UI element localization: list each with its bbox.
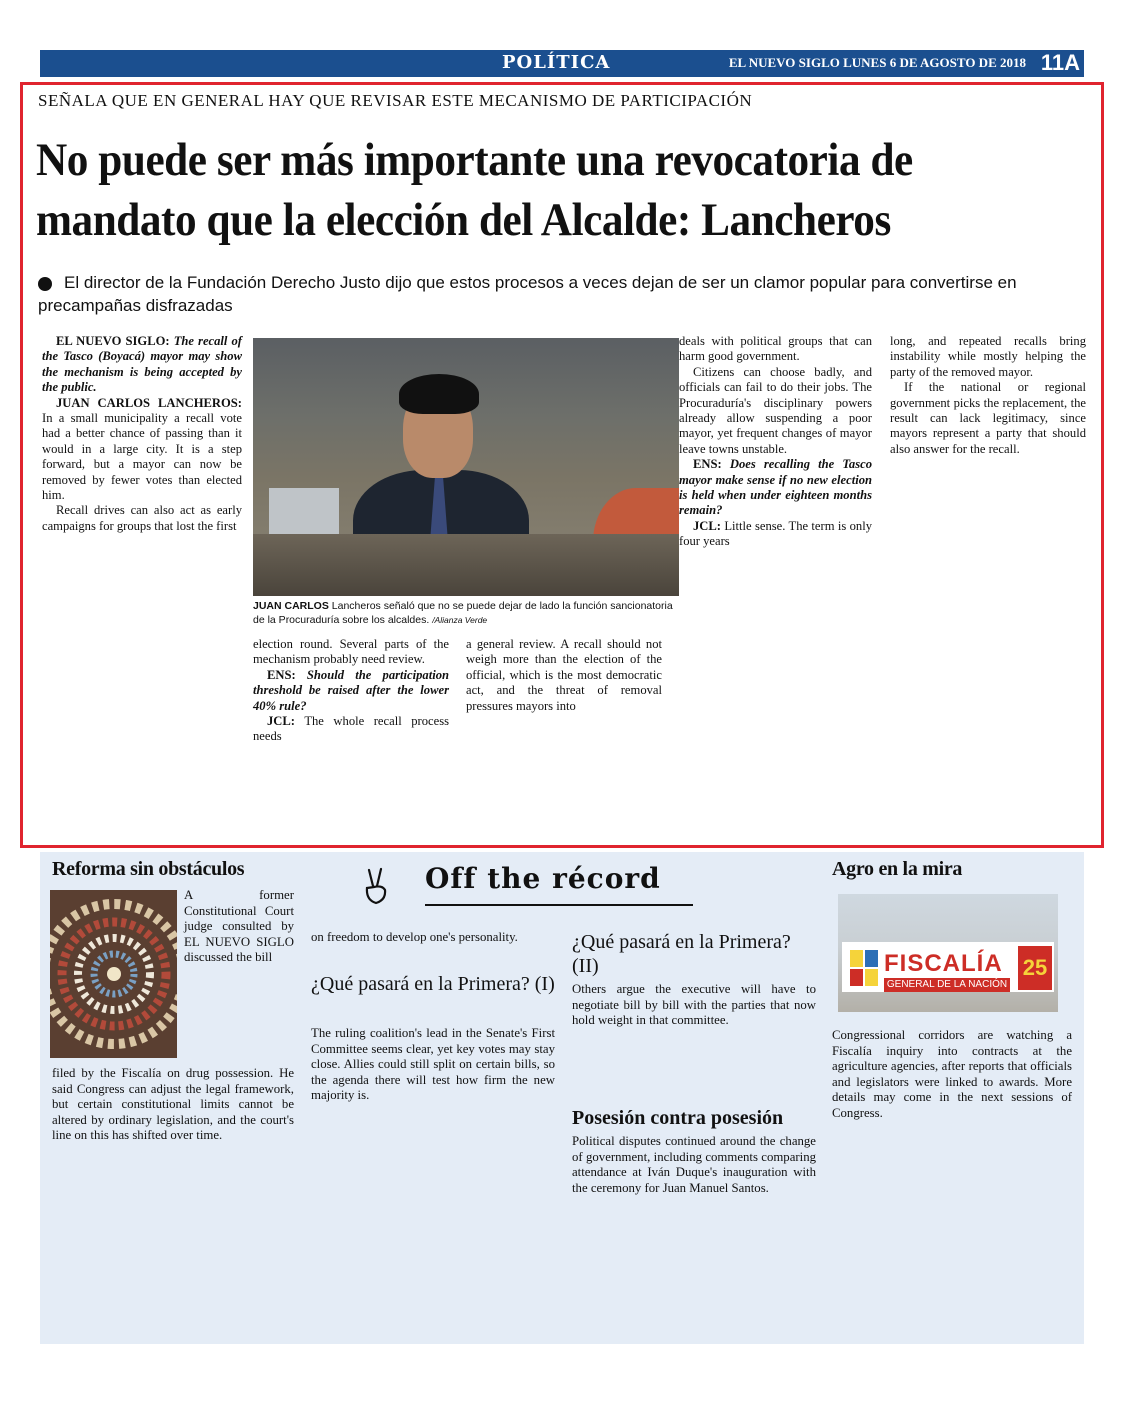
anniversary-badge: 25	[1018, 946, 1052, 990]
article-column-2	[253, 637, 449, 745]
box-title-reforma: Reforma sin obstáculos	[52, 858, 245, 880]
fiscalia-sign-subtitle: GENERAL DE LA NACIÓN	[884, 978, 1010, 992]
question-speaker: ENS:	[693, 457, 722, 472]
box-subtitle-primera-2: ¿Qué pasará en la Primera? (II)	[572, 931, 791, 977]
article-column-5	[890, 334, 1086, 457]
answer-text: The whole recall process needs	[253, 714, 449, 744]
article-column-1	[42, 334, 242, 534]
question-speaker: ENS:	[267, 667, 296, 682]
dateline: EL NUEVO SIGLO LUNES 6 DE AGOSTO DE 2018	[728, 55, 1026, 70]
question-text: The recall of the Tasco (Boyacá) mayor may show the mechanism is being accepted by the public.	[42, 334, 242, 395]
article-headline: No puede ser más importante una revocatoria de mandato que la elección del Alcalde: Lancheros	[36, 134, 913, 246]
paragraph: long, and repeated recalls bring instability while mostly helping the party of the removed mayor.	[890, 334, 1086, 379]
box-subtitle-primera-1: ¿Qué pasará en la Primera? (I)	[311, 973, 555, 995]
box-reforma-text: filed by the Fiscalía on drug possession. He said Congress can adjust the legal framework, but certain constitutional limits cannot be altered by ordinary legislation, and the court's line on this has shifted over time.	[52, 1066, 294, 1143]
article-column-3	[466, 637, 662, 714]
paragraph: If the national or regional government picks the replacement, the result can lack legitimacy, since mayors represent a party that should also answer for the recall.	[890, 380, 1086, 456]
article-kicker: SEÑALA QUE EN GENERAL HAY QUE REVISAR ESTE MECANISMO DE PARTICIPACIÓN	[38, 91, 753, 110]
fiscalia-sign-text: FISCALÍA	[884, 950, 1003, 977]
article-column-4	[679, 334, 872, 550]
page-header-bar	[40, 50, 1084, 77]
box-agro-text: Congressional corridors are watching a Fiscalía inquiry into contracts at the agriculture agencies, after reports that officials and legislators were linked to awards. More details may come in the next sessions of Congress.	[832, 1028, 1072, 1120]
paragraph: election round. Several parts of the mechanism probably need review.	[253, 637, 449, 667]
photo-caption	[253, 600, 679, 627]
caption-credit: /Alianza Verde	[432, 614, 488, 625]
off-the-record-title: Off the récord	[425, 862, 661, 895]
answer-speaker: JCL:	[693, 518, 721, 533]
box-subtitle-posesion: Posesión contra posesión	[572, 1107, 784, 1129]
paragraph: Citizens can choose badly, and officials can fail to do their jobs. The Procuraduría's disciplinary powers already allow suspending a poor mayor, yet frequent changes of mayor leave towns unstable.	[679, 364, 872, 456]
question-text: Should the participation threshold be raised after the lower 40% rule?	[253, 667, 450, 713]
column-photo	[50, 890, 177, 1058]
section-title: POLÍTICA	[502, 52, 611, 73]
question-speaker: EL NUEVO SIGLO:	[56, 334, 170, 348]
answer-speaker: JUAN CARLOS LANCHEROS:	[56, 395, 242, 410]
caption-text: Lancheros señaló que no se puede dejar de lado la función sancionatoria de la Procuraduría sobre los alcaldes.	[253, 600, 673, 626]
answer-text: Little sense. The term is only four years	[679, 518, 872, 549]
victory-hand-icon	[360, 866, 392, 906]
question-text: Does recalling the Tasco mayor make sense if no new election is held when under eighteen months remain?	[679, 457, 873, 518]
box-title-agro: Agro en la mira	[832, 858, 963, 880]
pills-image	[50, 890, 177, 1058]
hair-shape	[399, 374, 479, 414]
article-photo	[253, 338, 679, 596]
box-continued-text: on freedom to develop one's personality.	[311, 930, 518, 944]
paragraph: Recall drives can also act as early campaigns for groups that lost the first	[42, 503, 242, 533]
article-summary: El director de la Fundación Derecho Justo dijo que estos procesos a veces dejan de ser un clamor popular para convertirse en precampañas disfrazadas	[38, 273, 1017, 315]
desk-shape	[253, 534, 679, 596]
puzzle-logo-icon	[848, 948, 880, 988]
caption-name: JUAN CARLOS	[253, 600, 329, 612]
box-reforma-wrap-text: A former Constitutional Court judge consulted by EL NUEVO SIGLO discussed the bill	[184, 888, 294, 965]
answer-speaker: JCL:	[267, 714, 295, 729]
box-posesion-text: Political disputes continued around the change of government, including comments comparing attendance at Iván Duque's inauguration with the ceremony for Juan Manuel Santos.	[572, 1134, 816, 1195]
title-rule	[425, 904, 693, 906]
fiscalia-photo	[838, 894, 1058, 1012]
box-primera-2-text: Others argue the executive will have to negotiate bill by bill with the parties that now hold weight in that committee.	[572, 982, 816, 1028]
page-number: 11A	[1040, 50, 1080, 75]
paragraph: a general review. A recall should not weigh more than the election of the official, which is the most democratic act, and the threat of removal pressures mayors into	[466, 637, 662, 713]
paragraph: deals with political groups that can harm good government.	[679, 334, 872, 364]
answer-text: In a small municipality a recall vote had a better chance of passing than it would in a large city. It is a step forward, but a mayor can now be removed by fewer votes than elected him.	[42, 411, 242, 503]
box-primera-1-text: The ruling coalition's lead in the Senate's First Committee seems clear, yet key votes may stay close. Allies could still split on certain bills, so the agenda there will test how firm the new majority is.	[311, 1026, 555, 1103]
